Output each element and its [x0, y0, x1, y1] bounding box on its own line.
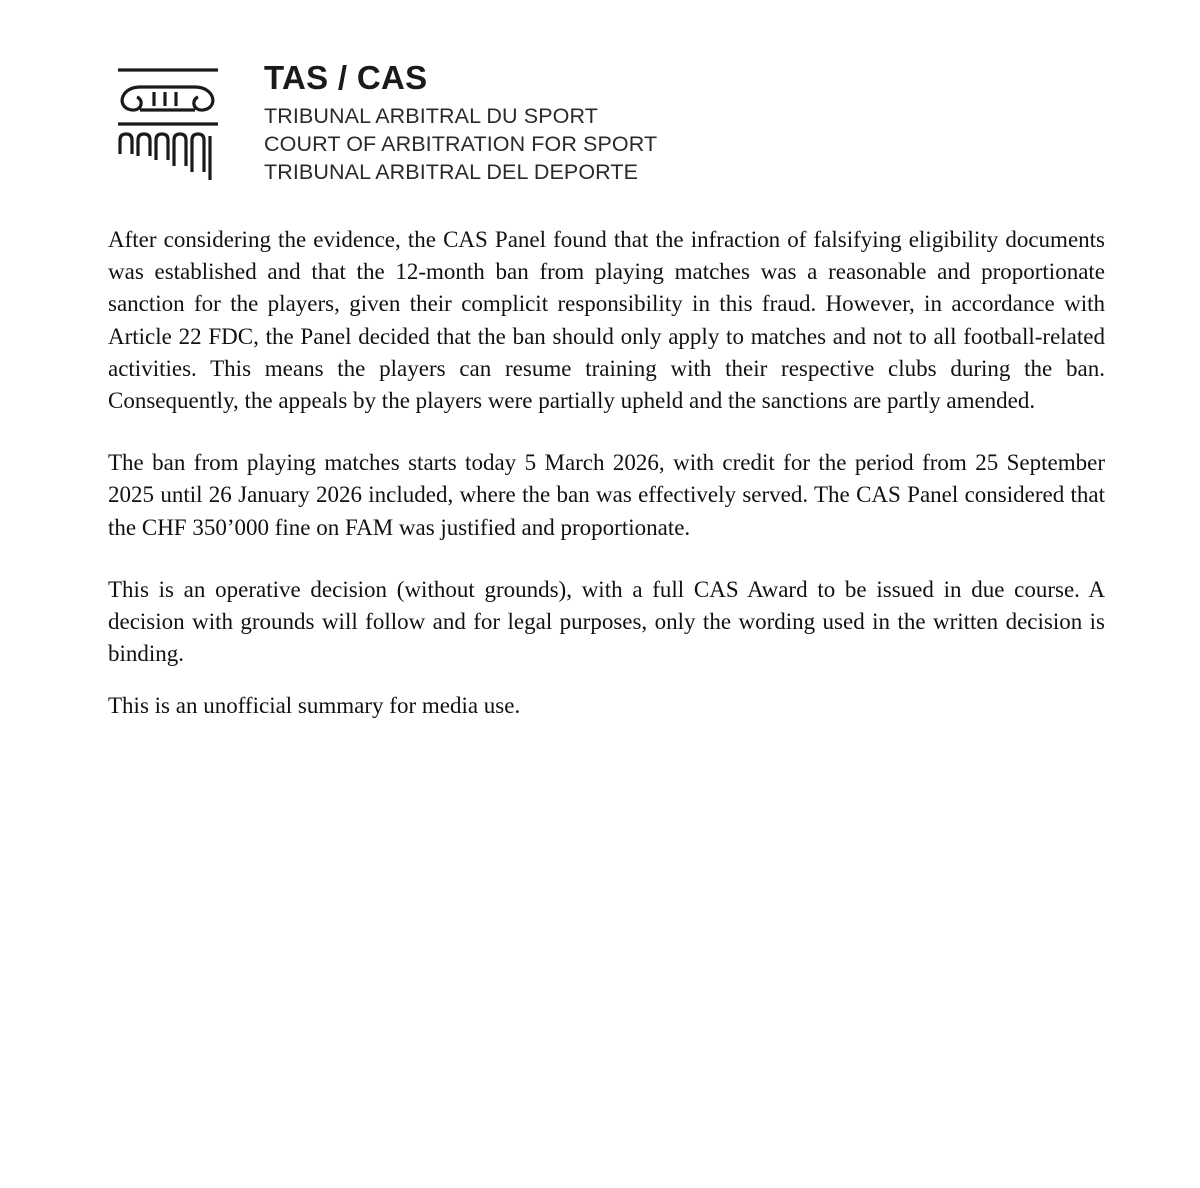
paragraph-ban-details: The ban from playing matches starts today 5 March 2026, with credit for the period from 25 September 2025 until 26 January 2026 included, where the ban was effectively served. The CAS Panel considered that the CHF 350’000 fine on FAM was justified and proportionate.	[108, 450, 1105, 540]
organization-name-english: COURT OF ARBITRATION FOR SPORT	[264, 132, 658, 156]
cas-column-logo-icon	[110, 64, 225, 182]
paragraph-operative-decision: This is an operative decision (without grounds), with a full CAS Award to be issued in due course. A decision with grounds will follow and for legal purposes, only the wording used in the written decision is binding.	[108, 576, 1105, 667]
organization-name-spanish: TRIBUNAL ARBITRAL DEL DEPORTE	[264, 160, 639, 184]
organization-name-block	[264, 58, 657, 186]
paragraph-media-disclaimer: This is an unofficial summary for media use.	[108, 693, 521, 719]
paragraph-panel-findings: After considering the evidence, the CAS Panel found that the infraction of falsifying eligibility documents was established and that the 12-month ban from playing matches was a reasonable and proportionate sanction for the players, given their complicit responsibility in this fraud. However, in accordance with Article 22 FDC, the Panel decided that the ban should only apply to matches and not to all football-related activities. This means the players can resume training with their respective clubs during the ban. Consequently, the appeals by the players were partially upheld and the sanctions are partly amended.	[108, 227, 1105, 414]
organization-name-french: TRIBUNAL ARBITRAL DU SPORT	[264, 104, 598, 128]
letterhead	[110, 58, 710, 188]
document-body	[108, 224, 1105, 723]
organization-acronym: TAS / CAS	[264, 59, 428, 96]
